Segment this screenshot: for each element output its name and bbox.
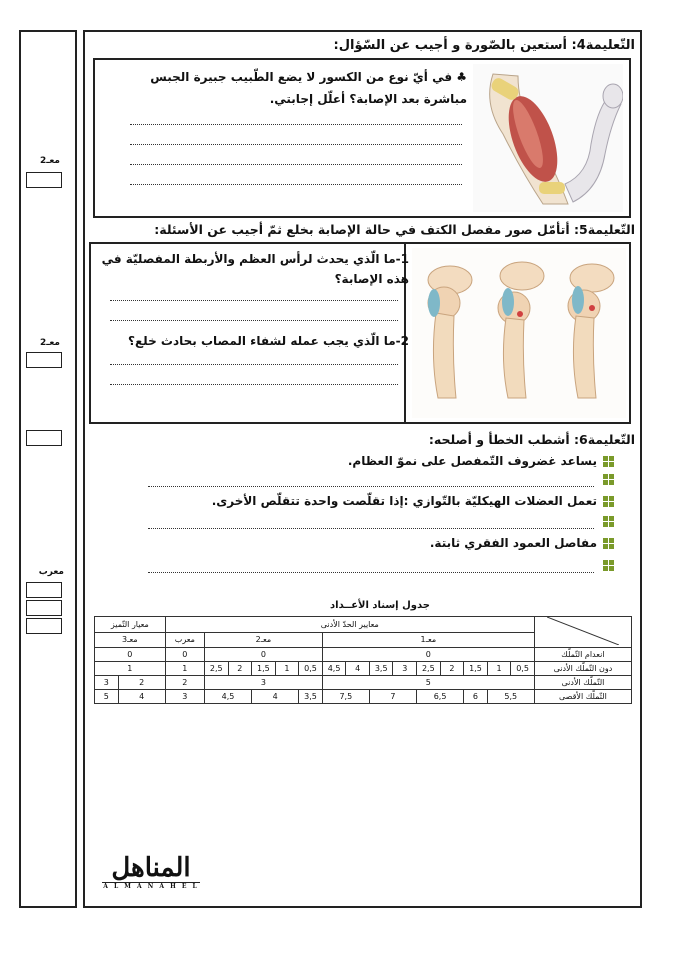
row-label: التّملّك الأقصى — [534, 690, 631, 704]
table-cell: 5 — [95, 690, 119, 704]
score-box-1[interactable] — [26, 582, 62, 598]
table-cell: 2 — [118, 676, 165, 690]
table-cell: 3,5 — [299, 690, 323, 704]
score-box-2[interactable] — [26, 600, 62, 616]
table-cell: 0 — [322, 648, 534, 662]
table-cell: 3 — [393, 662, 417, 676]
col-minimum-header: معايير الحدّ الأدنى — [165, 617, 534, 633]
table-cell: 1,5 — [464, 662, 488, 676]
task6-item-1: يساعد غضروف التّمفصل على نموّ العظام. — [347, 454, 597, 468]
table-cell: 6,5 — [417, 690, 464, 704]
task6-item-2: تعمل العضلات الهيكليّة بالتّوازي :إذا تقلّصت واحدة تتقلّص الأخرى. — [211, 494, 597, 508]
table-cell: 2,5 — [204, 662, 228, 676]
answer-line[interactable] — [148, 486, 594, 487]
table-cell: 4 — [346, 662, 370, 676]
table-cell: 3 — [204, 676, 322, 690]
table-cell: 7,5 — [322, 690, 369, 704]
logo-arabic: المناهل — [111, 853, 191, 883]
table-cell: 7 — [369, 690, 416, 704]
task6-item-3: مفاصل العمود الفقري ثابتة. — [429, 536, 597, 550]
task4-question-line2: مباشرة بعد الإصابة؟ أعلّل إجابتي. — [269, 92, 467, 106]
answer-line[interactable] — [110, 384, 398, 385]
table-cell: 2 — [228, 662, 252, 676]
bullet-icon — [603, 560, 614, 571]
answer-line[interactable] — [110, 364, 398, 365]
answer-line[interactable] — [148, 572, 594, 573]
task5-question1-line1: 1-ما الّذي يحدث لرأس العظم والأربطة المفصليّة في — [101, 252, 409, 266]
row-label: التّملّك الأدنى — [534, 676, 631, 690]
task5-heading: التّعليمة5: أتأمّل صور مفصل الكتف في حالة الإصابة بخلع ثمّ أجيب عن الأسئلة: — [154, 222, 635, 237]
arm-fracture-illustration — [473, 64, 623, 212]
col-c1-header: معـ1 — [322, 632, 534, 648]
table-cell: 1 — [275, 662, 299, 676]
answer-line[interactable] — [148, 528, 594, 529]
almanahel-logo — [96, 854, 206, 890]
bullet-icon — [603, 456, 614, 467]
score-box-task6[interactable] — [26, 430, 62, 446]
score-box-task5[interactable] — [26, 352, 62, 368]
row-label: انعدام التّملّك — [534, 648, 631, 662]
answer-line[interactable] — [130, 164, 462, 165]
col-c3-header: معـ3 — [95, 632, 166, 648]
col-c2-header: معـ2 — [204, 632, 322, 648]
side-label-task4: معـ2 — [40, 156, 60, 166]
bullet-icon — [603, 474, 614, 485]
table-cell: 1 — [95, 662, 166, 676]
score-box-task4[interactable] — [26, 172, 62, 188]
table-cell: 0 — [165, 648, 204, 662]
table-cell: 1 — [165, 662, 204, 676]
task5-divider — [404, 244, 406, 422]
table-cell: 4 — [252, 690, 299, 704]
answer-line[interactable] — [130, 124, 462, 125]
table-cell: 4,5 — [204, 690, 251, 704]
table-cell: 4 — [118, 690, 165, 704]
table-cell: 4,5 — [322, 662, 346, 676]
table-cell: 0 — [95, 648, 166, 662]
bullet-icon — [603, 538, 614, 549]
corner-cell — [534, 617, 631, 648]
answer-line[interactable] — [110, 320, 398, 321]
table-cell: 2,5 — [417, 662, 441, 676]
grading-table-title: جدول إسناد الأعــداد — [330, 600, 430, 611]
table-cell: 0,5 — [299, 662, 323, 676]
side-label-task5: معـ2 — [40, 338, 60, 348]
bullet-icon — [603, 496, 614, 507]
table-cell: 3 — [95, 676, 119, 690]
table-cell: 6 — [464, 690, 488, 704]
table-cell: 1,5 — [252, 662, 276, 676]
bullet-icon — [603, 516, 614, 527]
table-cell: 0,5 — [511, 662, 535, 676]
task4-heading: التّعليمة4: أستعين بالصّورة و أجيب عن السّؤال: — [333, 38, 635, 53]
table-cell: 2 — [165, 676, 204, 690]
logo-latin: A L M A N A H E L — [103, 883, 199, 890]
task5-question2: 2-ما الّذي يجب عمله لشفاء المصاب بحادث خلع؟ — [128, 334, 409, 348]
task5-question1-line2: هذه الإصابة؟ — [334, 272, 409, 286]
answer-line[interactable] — [110, 300, 398, 301]
table-cell: 5,5 — [487, 690, 534, 704]
table-cell: 2 — [440, 662, 464, 676]
table-cell: 1 — [487, 662, 511, 676]
answer-line[interactable] — [130, 144, 462, 145]
row-label: دون التّملّك الأدنى — [534, 662, 631, 676]
table-cell: 3,5 — [369, 662, 393, 676]
score-box-3[interactable] — [26, 618, 62, 634]
col-excellence-header: معيار التّميز — [95, 617, 166, 633]
side-label-grading: معرب — [38, 567, 64, 577]
task4-question-line1: ♣ في أيّ نوع من الكسور لا يضع الطّبيب جبيرة الجبس — [150, 70, 467, 84]
table-cell: 5 — [322, 676, 534, 690]
grading-table — [94, 616, 632, 704]
table-cell: 0 — [204, 648, 322, 662]
task6-heading: التّعليمة6: أشطب الخطأ و أصلحه: — [428, 432, 635, 447]
shoulder-joint-illustration — [412, 248, 626, 418]
col-moarab-header: معرب — [165, 632, 204, 648]
answer-line[interactable] — [130, 184, 462, 185]
table-cell: 3 — [165, 690, 204, 704]
